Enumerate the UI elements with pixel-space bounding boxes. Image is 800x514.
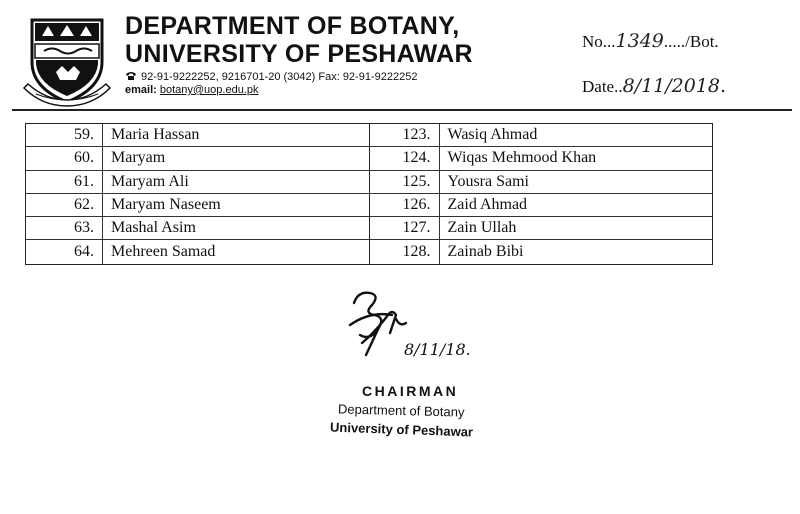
chairman-signature: [340, 285, 490, 360]
table-row: [26, 217, 369, 240]
serial-number: 125.: [370, 171, 440, 193]
number-suffix: ...../Bot.: [663, 32, 719, 51]
email-line: [125, 84, 417, 97]
serial-number: 59.: [26, 124, 103, 146]
serial-number: 62.: [26, 194, 103, 216]
contact-block: [125, 71, 417, 97]
table-row: [370, 124, 713, 147]
header-divider: [12, 109, 792, 111]
date-label: Date..: [582, 77, 623, 96]
phone-fax-text: 92-91-9222252, 9216701-20 (3042) Fax: 92-91-9222252: [141, 71, 418, 83]
student-name: Zaid Ahmad: [447, 196, 528, 214]
serial-number: 61.: [26, 171, 103, 193]
serial-number: 127.: [370, 217, 440, 239]
student-name: Wiqas Mehmood Khan: [447, 149, 597, 167]
student-name: Maryam: [111, 149, 166, 167]
university-crest-logo: [22, 14, 112, 108]
student-name: Yousra Sami: [447, 172, 529, 190]
student-name: Maria Hassan: [111, 126, 200, 144]
table-row: [26, 124, 369, 147]
student-name: Mehreen Samad: [111, 243, 216, 261]
table-left-column: [26, 124, 369, 264]
table-right-column: [369, 124, 713, 264]
department-title: [125, 12, 473, 68]
number-label: No...: [582, 32, 616, 51]
title-line-1: DEPARTMENT OF BOTANY,: [125, 12, 460, 40]
stamp-title: CHAIRMAN: [362, 383, 459, 399]
reference-number: [582, 30, 719, 52]
table-row: [370, 171, 713, 194]
table-row: [370, 240, 713, 263]
email-link[interactable]: botany@uop.edu.pk: [159, 84, 259, 96]
telephone-icon: [125, 71, 137, 81]
table-row: [370, 217, 713, 240]
serial-number: 64.: [26, 240, 103, 263]
serial-number: 63.: [26, 217, 103, 239]
serial-number: 128.: [370, 240, 440, 263]
table-row: [370, 194, 713, 217]
table-row: [26, 240, 369, 263]
serial-number: 60.: [26, 147, 103, 169]
table-row: [26, 171, 369, 194]
date-value: 8/11/2018.: [622, 75, 727, 97]
serial-number: 123.: [370, 124, 440, 146]
table-row: [26, 147, 369, 170]
stamp-university: University of Peshawar: [329, 419, 474, 440]
student-list-table: [25, 123, 713, 265]
title-line-2: UNIVERSITY OF PESHAWAR: [125, 40, 473, 68]
table-row: [370, 147, 713, 170]
signature-date: 8/11/18.: [404, 340, 471, 359]
student-name: Zain Ullah: [447, 219, 517, 237]
phone-line: [125, 71, 417, 84]
stamp-department: Department of Botany: [337, 401, 465, 420]
letter-date: [582, 75, 726, 97]
student-name: Maryam Naseem: [111, 196, 221, 214]
number-value: 1349: [615, 30, 664, 52]
student-name: Wasiq Ahmad: [447, 126, 538, 144]
serial-number: 124.: [370, 147, 440, 169]
student-name: Mashal Asim: [111, 219, 196, 237]
serial-number: 126.: [370, 194, 440, 216]
student-name: Zainab Bibi: [447, 243, 524, 261]
table-row: [26, 194, 369, 217]
student-name: Maryam Ali: [111, 172, 189, 190]
email-label: email:: [125, 84, 157, 96]
